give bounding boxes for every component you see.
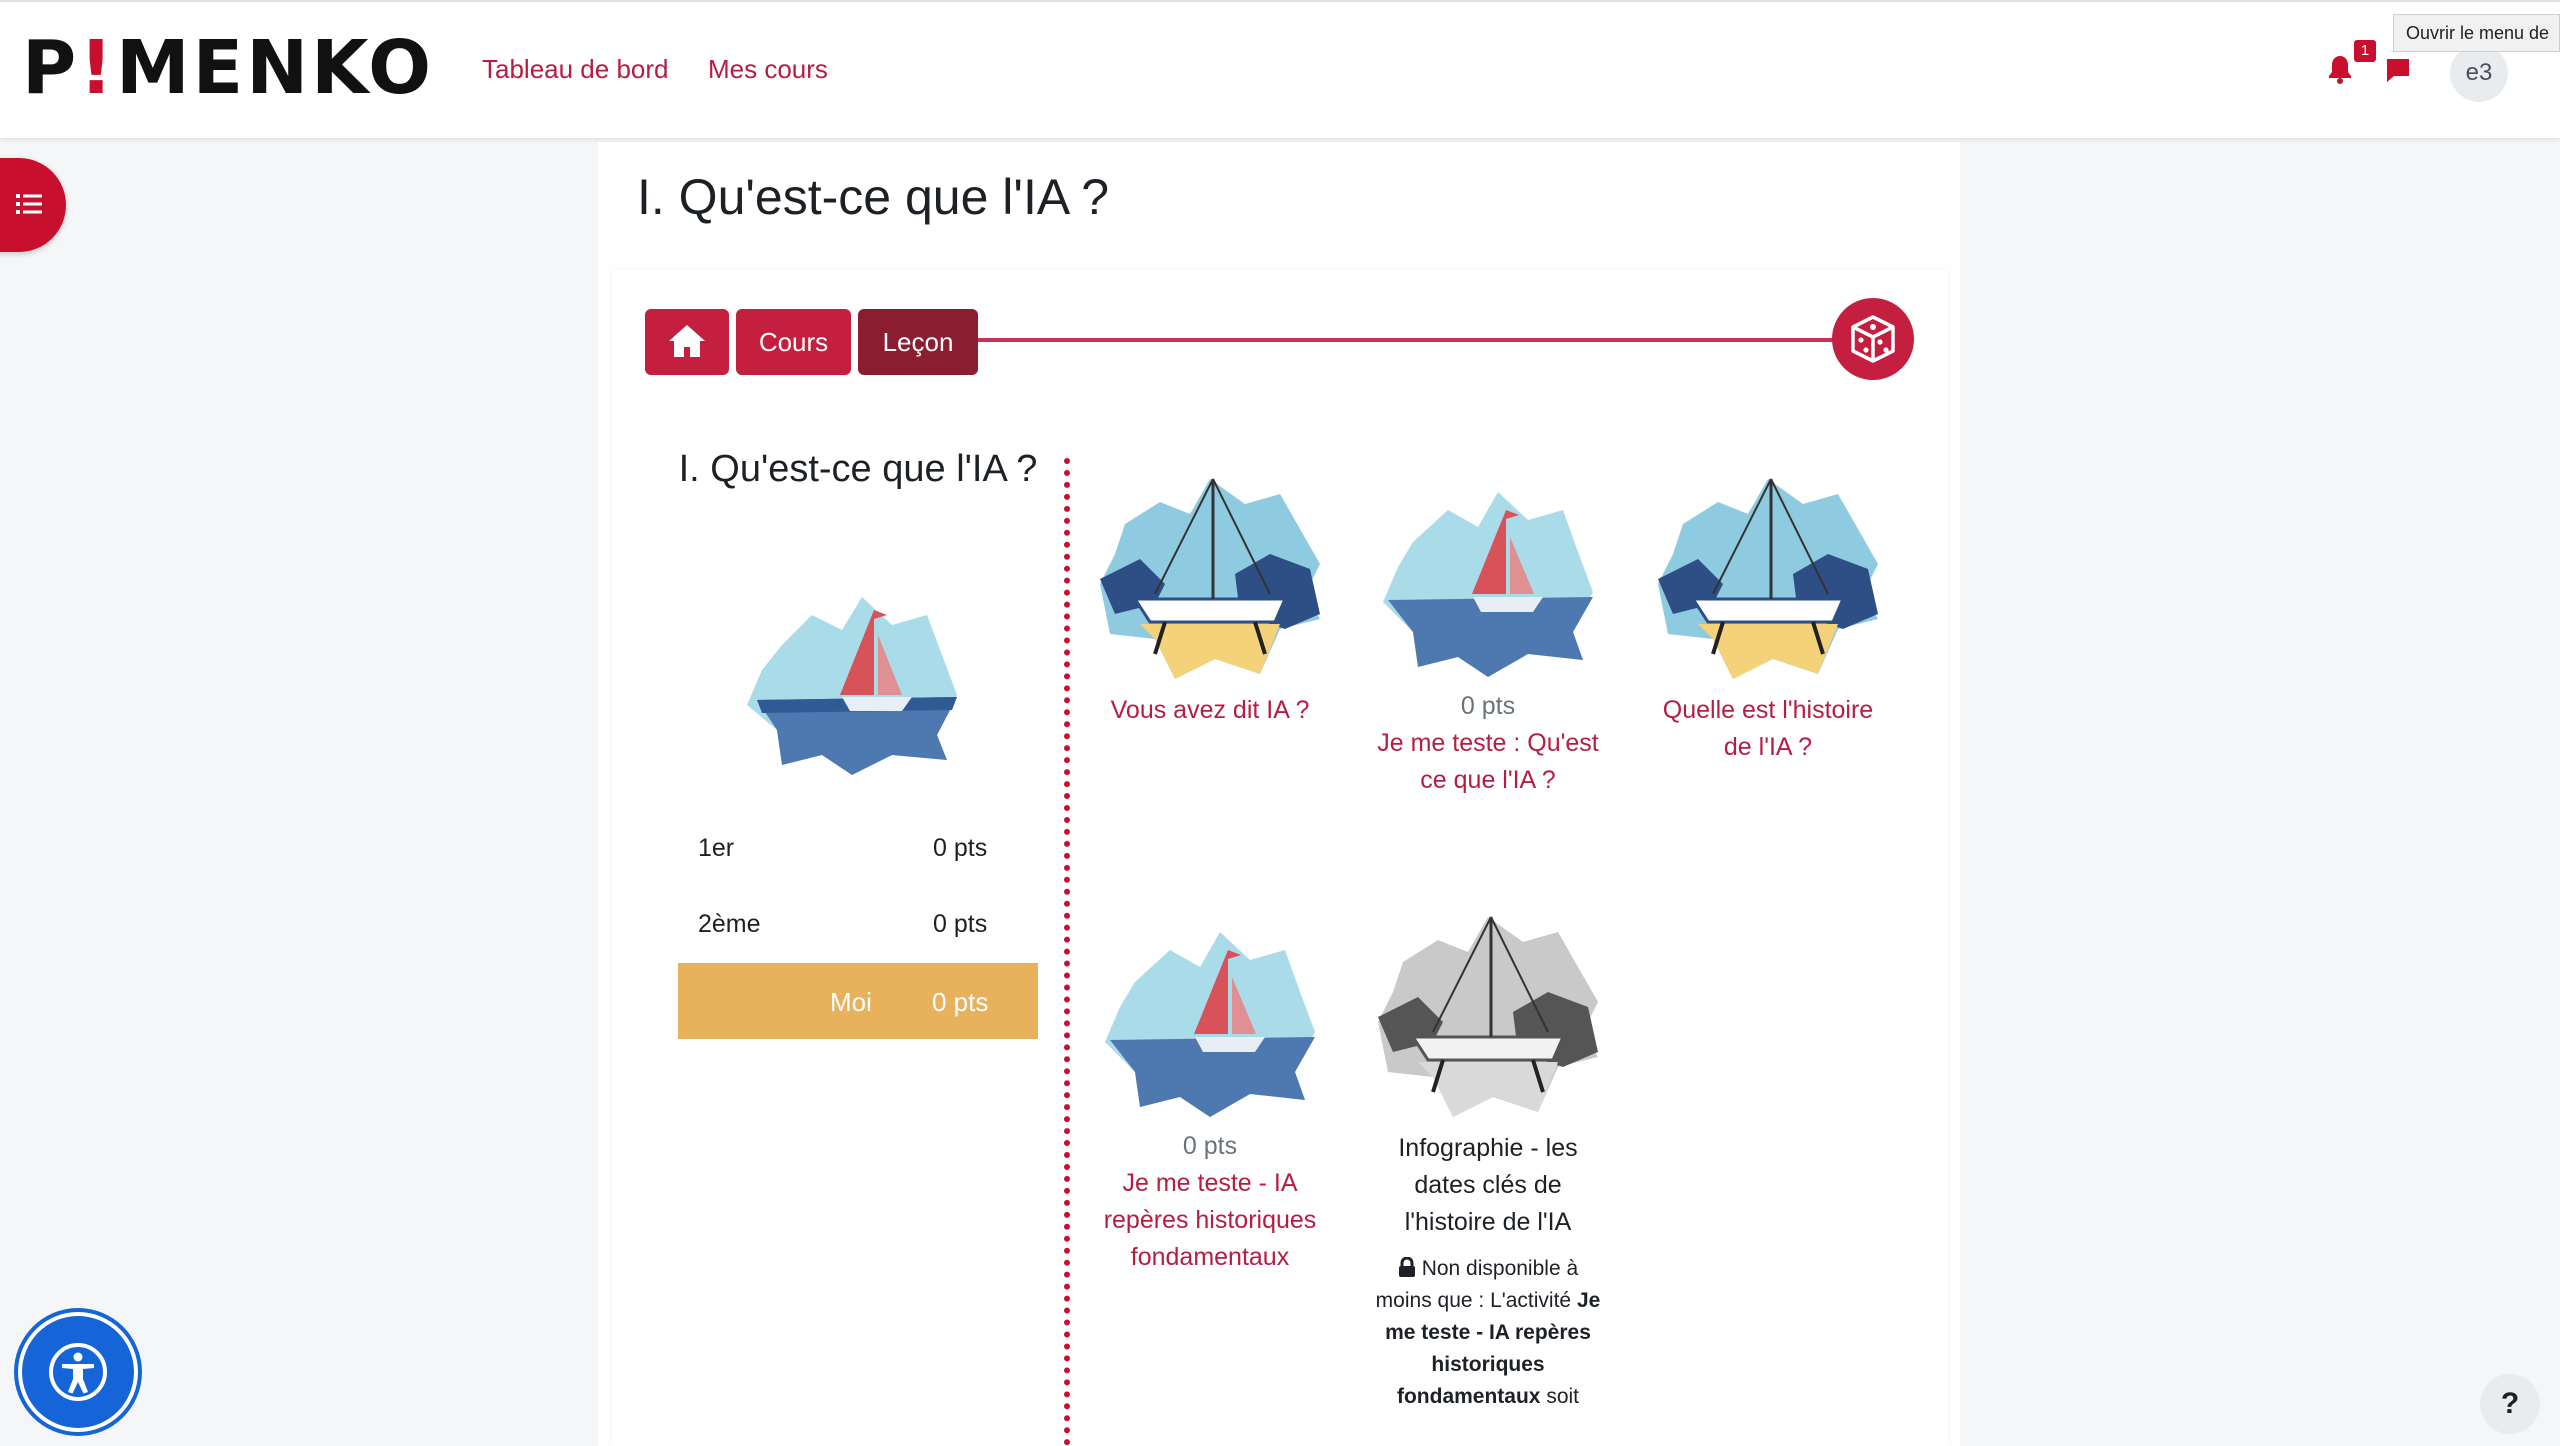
bell-icon[interactable] xyxy=(2326,54,2356,86)
activity-tile[interactable] xyxy=(1368,482,1608,799)
activity-name[interactable]: Quelle est l'histoire de l'IA ? xyxy=(1662,696,1874,761)
breadcrumb-course-button[interactable]: Cours xyxy=(736,309,851,375)
help-button[interactable]: ? xyxy=(2480,1374,2540,1434)
activity-tile[interactable] xyxy=(1090,922,1330,1276)
activity-restriction xyxy=(1368,1253,1608,1413)
leaderboard-my-row xyxy=(678,963,1038,1039)
chat-icon[interactable] xyxy=(2384,56,2414,86)
breadcrumb-home-button[interactable] xyxy=(645,309,729,375)
leaderboard-my-points: 0 pts xyxy=(932,987,989,1017)
user-avatar[interactable]: e3 xyxy=(2450,44,2508,102)
user-menu-tooltip: Ouvrir le menu de xyxy=(2393,14,2560,52)
logo-text-bang: ! xyxy=(79,25,116,111)
activity-name[interactable]: Je me teste - IA repères historiques fondamentaux xyxy=(1103,1169,1317,1271)
restriction-prefix: Non disponible à moins que : L'activité xyxy=(1375,1257,1579,1312)
activity-points: 0 pts xyxy=(1460,692,1516,720)
activity-tile-locked xyxy=(1368,912,1608,1413)
restriction-suffix: soit xyxy=(1546,1385,1580,1408)
top-navbar xyxy=(0,0,2560,139)
activity-beach-image xyxy=(1095,474,1325,684)
notification-count-badge: 1 xyxy=(2354,40,2376,62)
random-activity-button[interactable] xyxy=(1832,298,1914,380)
pimenko-logo[interactable] xyxy=(22,25,435,111)
home-icon xyxy=(667,323,707,359)
leaderboard-row xyxy=(678,888,1018,958)
restriction-activity: Je me teste - IA repères historiques fondamentaux xyxy=(1385,1289,1601,1408)
logo-text-p: P xyxy=(22,25,80,111)
page-title: I. Qu'est-ce que l'IA ? xyxy=(637,169,1110,225)
activity-name[interactable]: Je me teste : Qu'est ce que l'IA ? xyxy=(1377,729,1599,794)
activity-tile[interactable] xyxy=(1090,474,1330,729)
activity-name: Infographie - les dates clés de l'histoire de l'IA xyxy=(1398,1134,1578,1236)
dotted-divider xyxy=(1064,458,1070,1446)
breadcrumb-lesson-button[interactable]: Leçon xyxy=(858,309,978,375)
activity-boat-image xyxy=(1100,922,1320,1122)
accessibility-icon xyxy=(48,1342,108,1402)
leaderboard-points: 0 pts xyxy=(933,834,988,862)
leaderboard-rank: 2ème xyxy=(698,910,761,938)
course-index-toggle[interactable] xyxy=(0,158,66,252)
lesson-subtitle: I. Qu'est-ce que l'IA ? xyxy=(678,448,1038,490)
activity-boat-image xyxy=(1378,482,1598,682)
activity-locked-image xyxy=(1373,912,1603,1122)
list-icon xyxy=(16,193,42,215)
leaderboard-my-label: Moi xyxy=(830,987,872,1017)
activity-beach-image xyxy=(1653,474,1883,684)
leaderboard-row xyxy=(678,812,1018,882)
accessibility-button[interactable] xyxy=(22,1316,134,1428)
breadcrumb-line xyxy=(960,338,1840,342)
leaderboard-points: 0 pts xyxy=(933,910,988,938)
lock-icon xyxy=(1398,1257,1416,1277)
activity-points: 0 pts xyxy=(1182,1132,1238,1160)
lesson-boat-image xyxy=(742,585,962,775)
activity-tile[interactable] xyxy=(1648,474,1888,766)
dice-icon xyxy=(1849,314,1897,364)
nav-dashboard-link[interactable]: Tableau de bord xyxy=(482,54,669,84)
logo-text-rest: MENKO xyxy=(116,25,435,111)
leaderboard-rank: 1er xyxy=(698,834,735,862)
nav-my-courses-link[interactable]: Mes cours xyxy=(708,54,828,84)
activity-name[interactable]: Vous avez dit IA ? xyxy=(1110,696,1310,724)
